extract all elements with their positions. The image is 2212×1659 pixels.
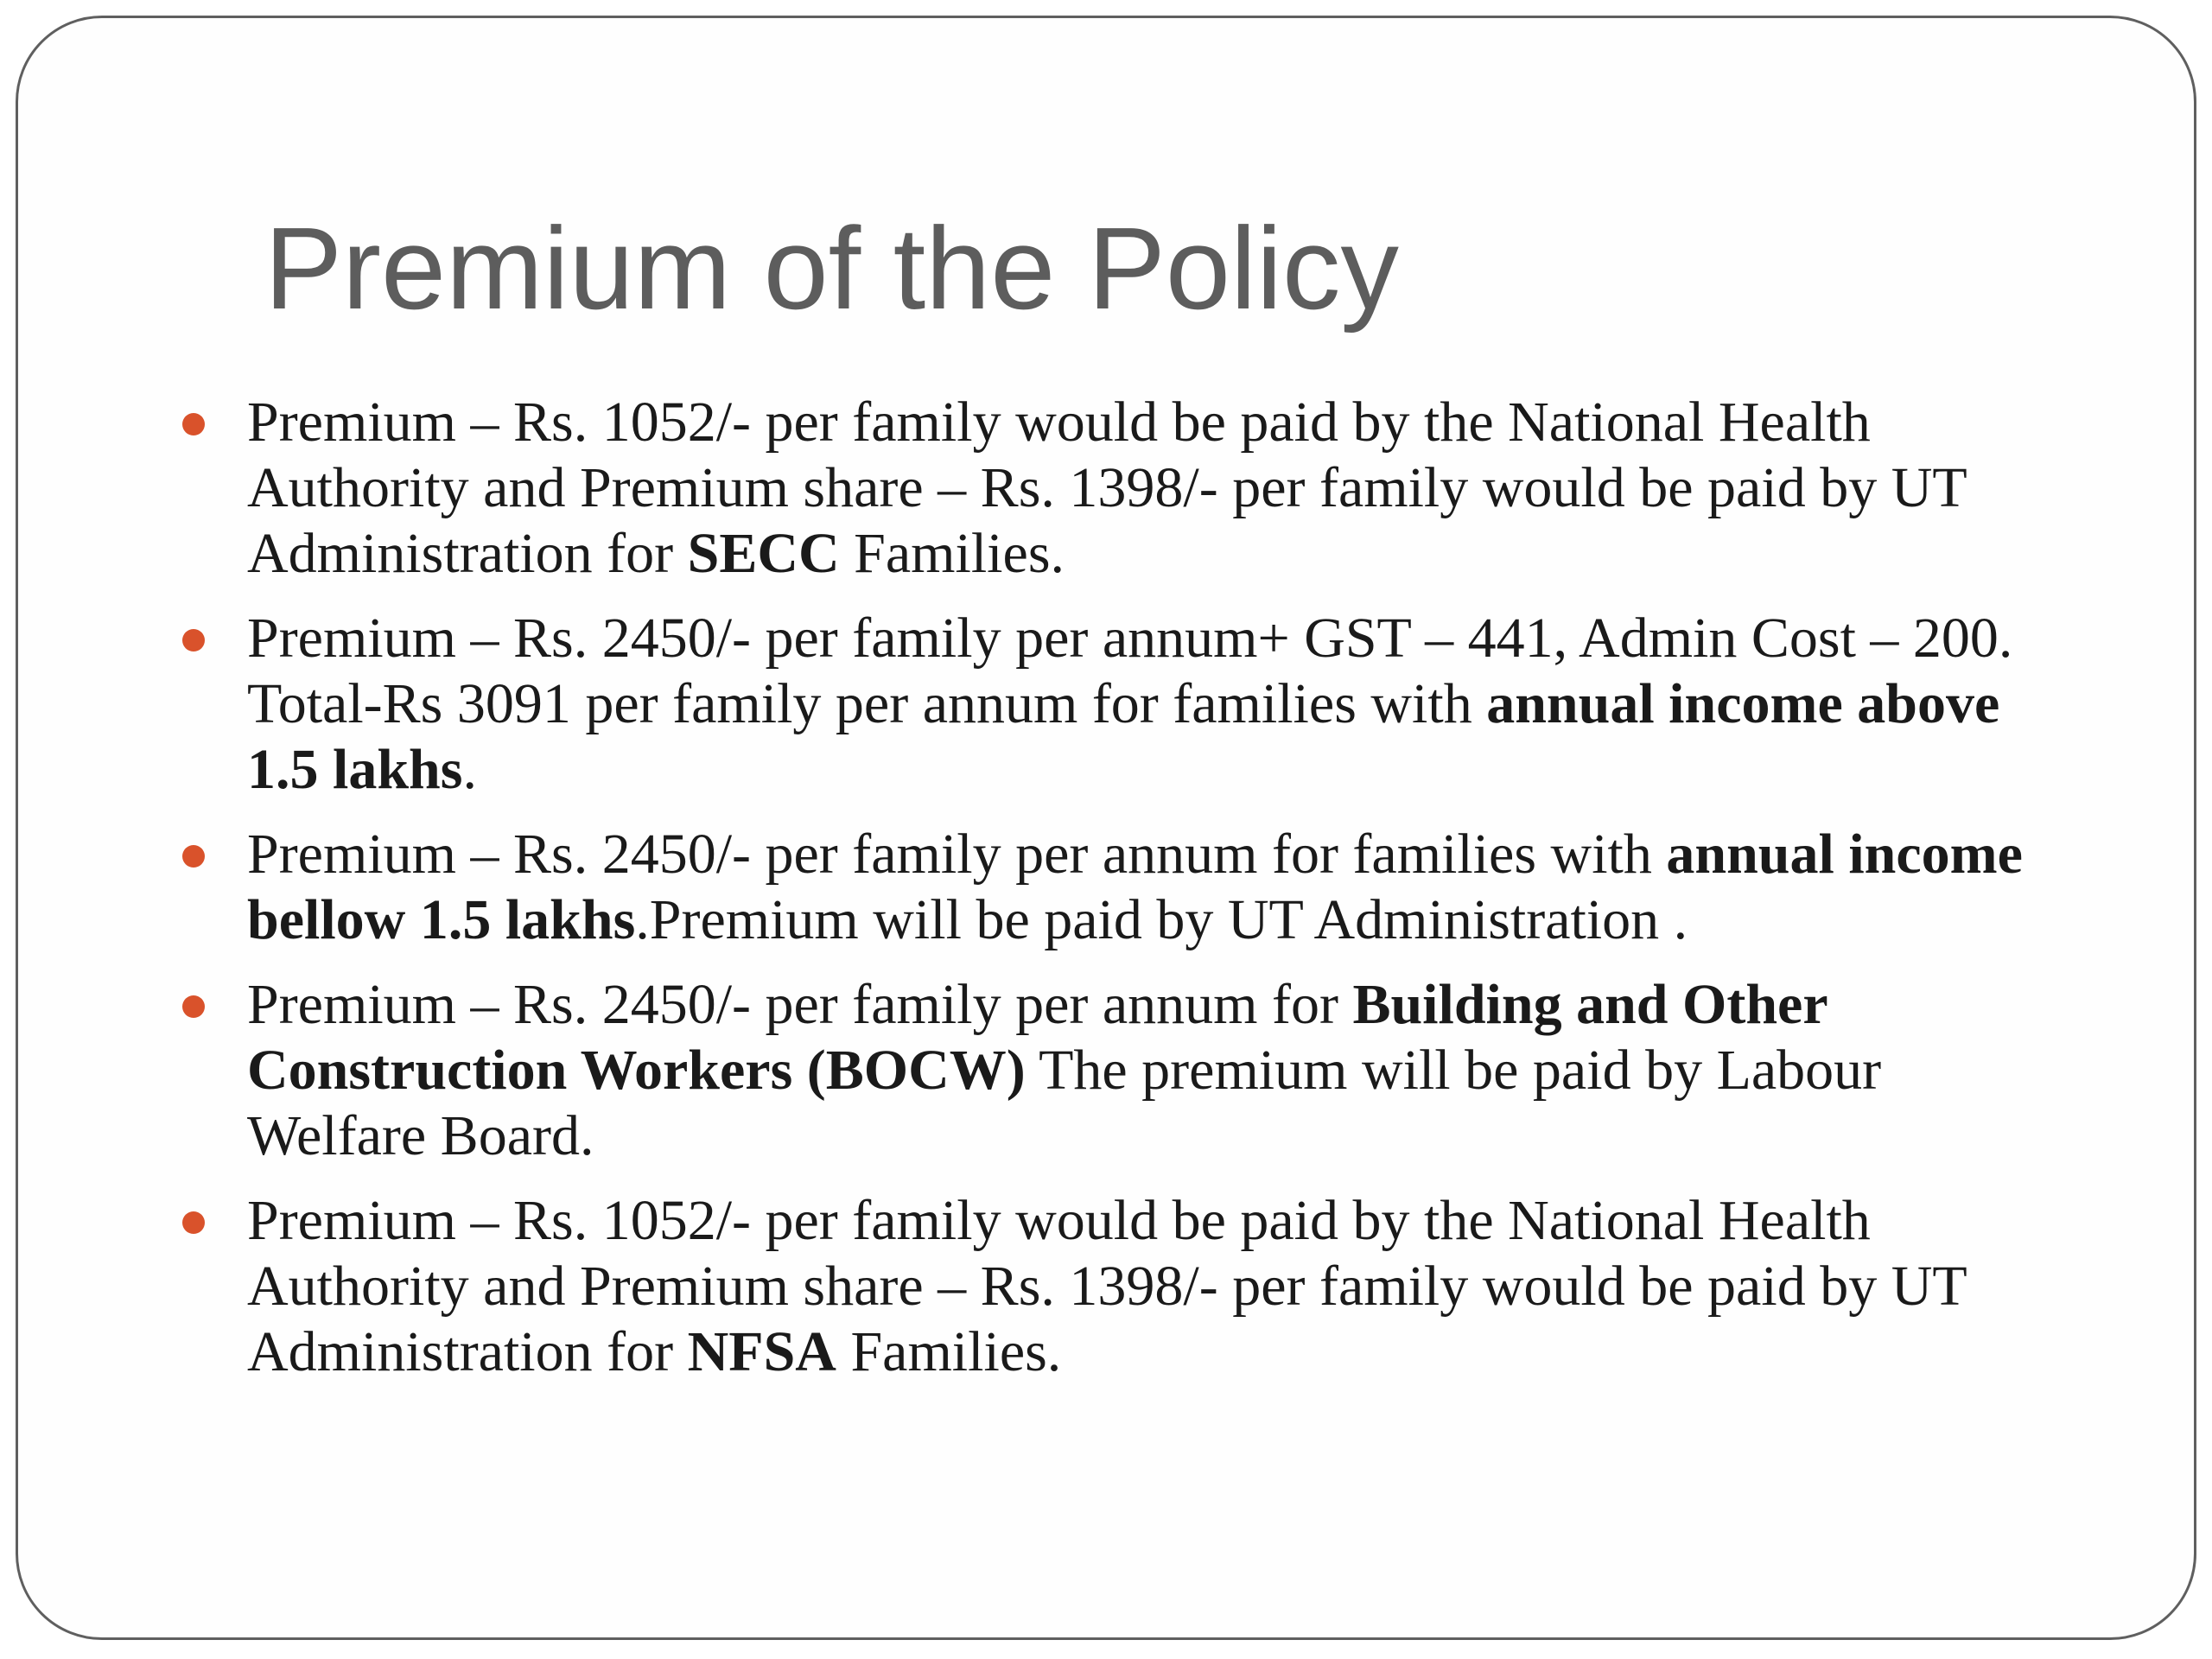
bullet-bold-text: annual income above 1.5 lakhs <box>247 672 2000 801</box>
bullet-item-below-1-5-lakhs <box>247 822 2062 953</box>
slide-title: Premium of the Policy <box>264 203 1399 334</box>
bullet-text: Premium – Rs. 2450/- per family per annum for families with <box>247 823 1667 886</box>
bullet-text: Premium – Rs. 2450/- per family per annum for <box>247 973 1353 1036</box>
bullet-item-above-1-5-lakhs <box>247 606 2062 803</box>
bullet-text: Premium – Rs. 1052/- per family would be paid by the National Health Authority and Premium share – Rs. 1398/- per family would be paid by UT Administration for <box>247 391 1967 585</box>
bullet-list <box>247 390 2062 1404</box>
bullet-dot-icon <box>182 995 205 1018</box>
bullet-bold-text: SECC <box>687 522 840 585</box>
bullet-item-secc <box>247 390 2062 587</box>
bullet-text: Premium – Rs. 1052/- per family would be paid by the National Health Authority and Premium share – Rs. 1398/- per family would be paid by UT Administration for <box>247 1189 1967 1383</box>
bullet-bold-text: Building and Other Construction Workers (BOCW) <box>247 973 1827 1102</box>
bullet-item-nfsa <box>247 1188 2062 1385</box>
bullet-text: The premium will be paid by Labour Welfare Board. <box>247 1039 1882 1167</box>
bullet-bold-text: annual income bellow 1.5 lakhs <box>247 823 2023 951</box>
bullet-text: Families. <box>839 522 1065 585</box>
bullet-dot-icon <box>182 1211 205 1234</box>
bullet-dot-icon <box>182 629 205 652</box>
bullet-text: . <box>462 738 477 801</box>
bullet-text: .Premium will be paid by UT Administration . <box>635 888 1688 951</box>
slide-frame <box>16 16 2196 1640</box>
bullet-text: Families. <box>836 1320 1062 1383</box>
bullet-text: Premium – Rs. 2450/- per family per annum+ GST – 441, Admin Cost – 200. Total-Rs 3091 per family per annum for families with <box>247 607 2013 735</box>
bullet-item-bocw <box>247 972 2062 1169</box>
bullet-bold-text: NFSA <box>687 1320 836 1383</box>
bullet-dot-icon <box>182 845 205 868</box>
bullet-dot-icon <box>182 413 205 435</box>
